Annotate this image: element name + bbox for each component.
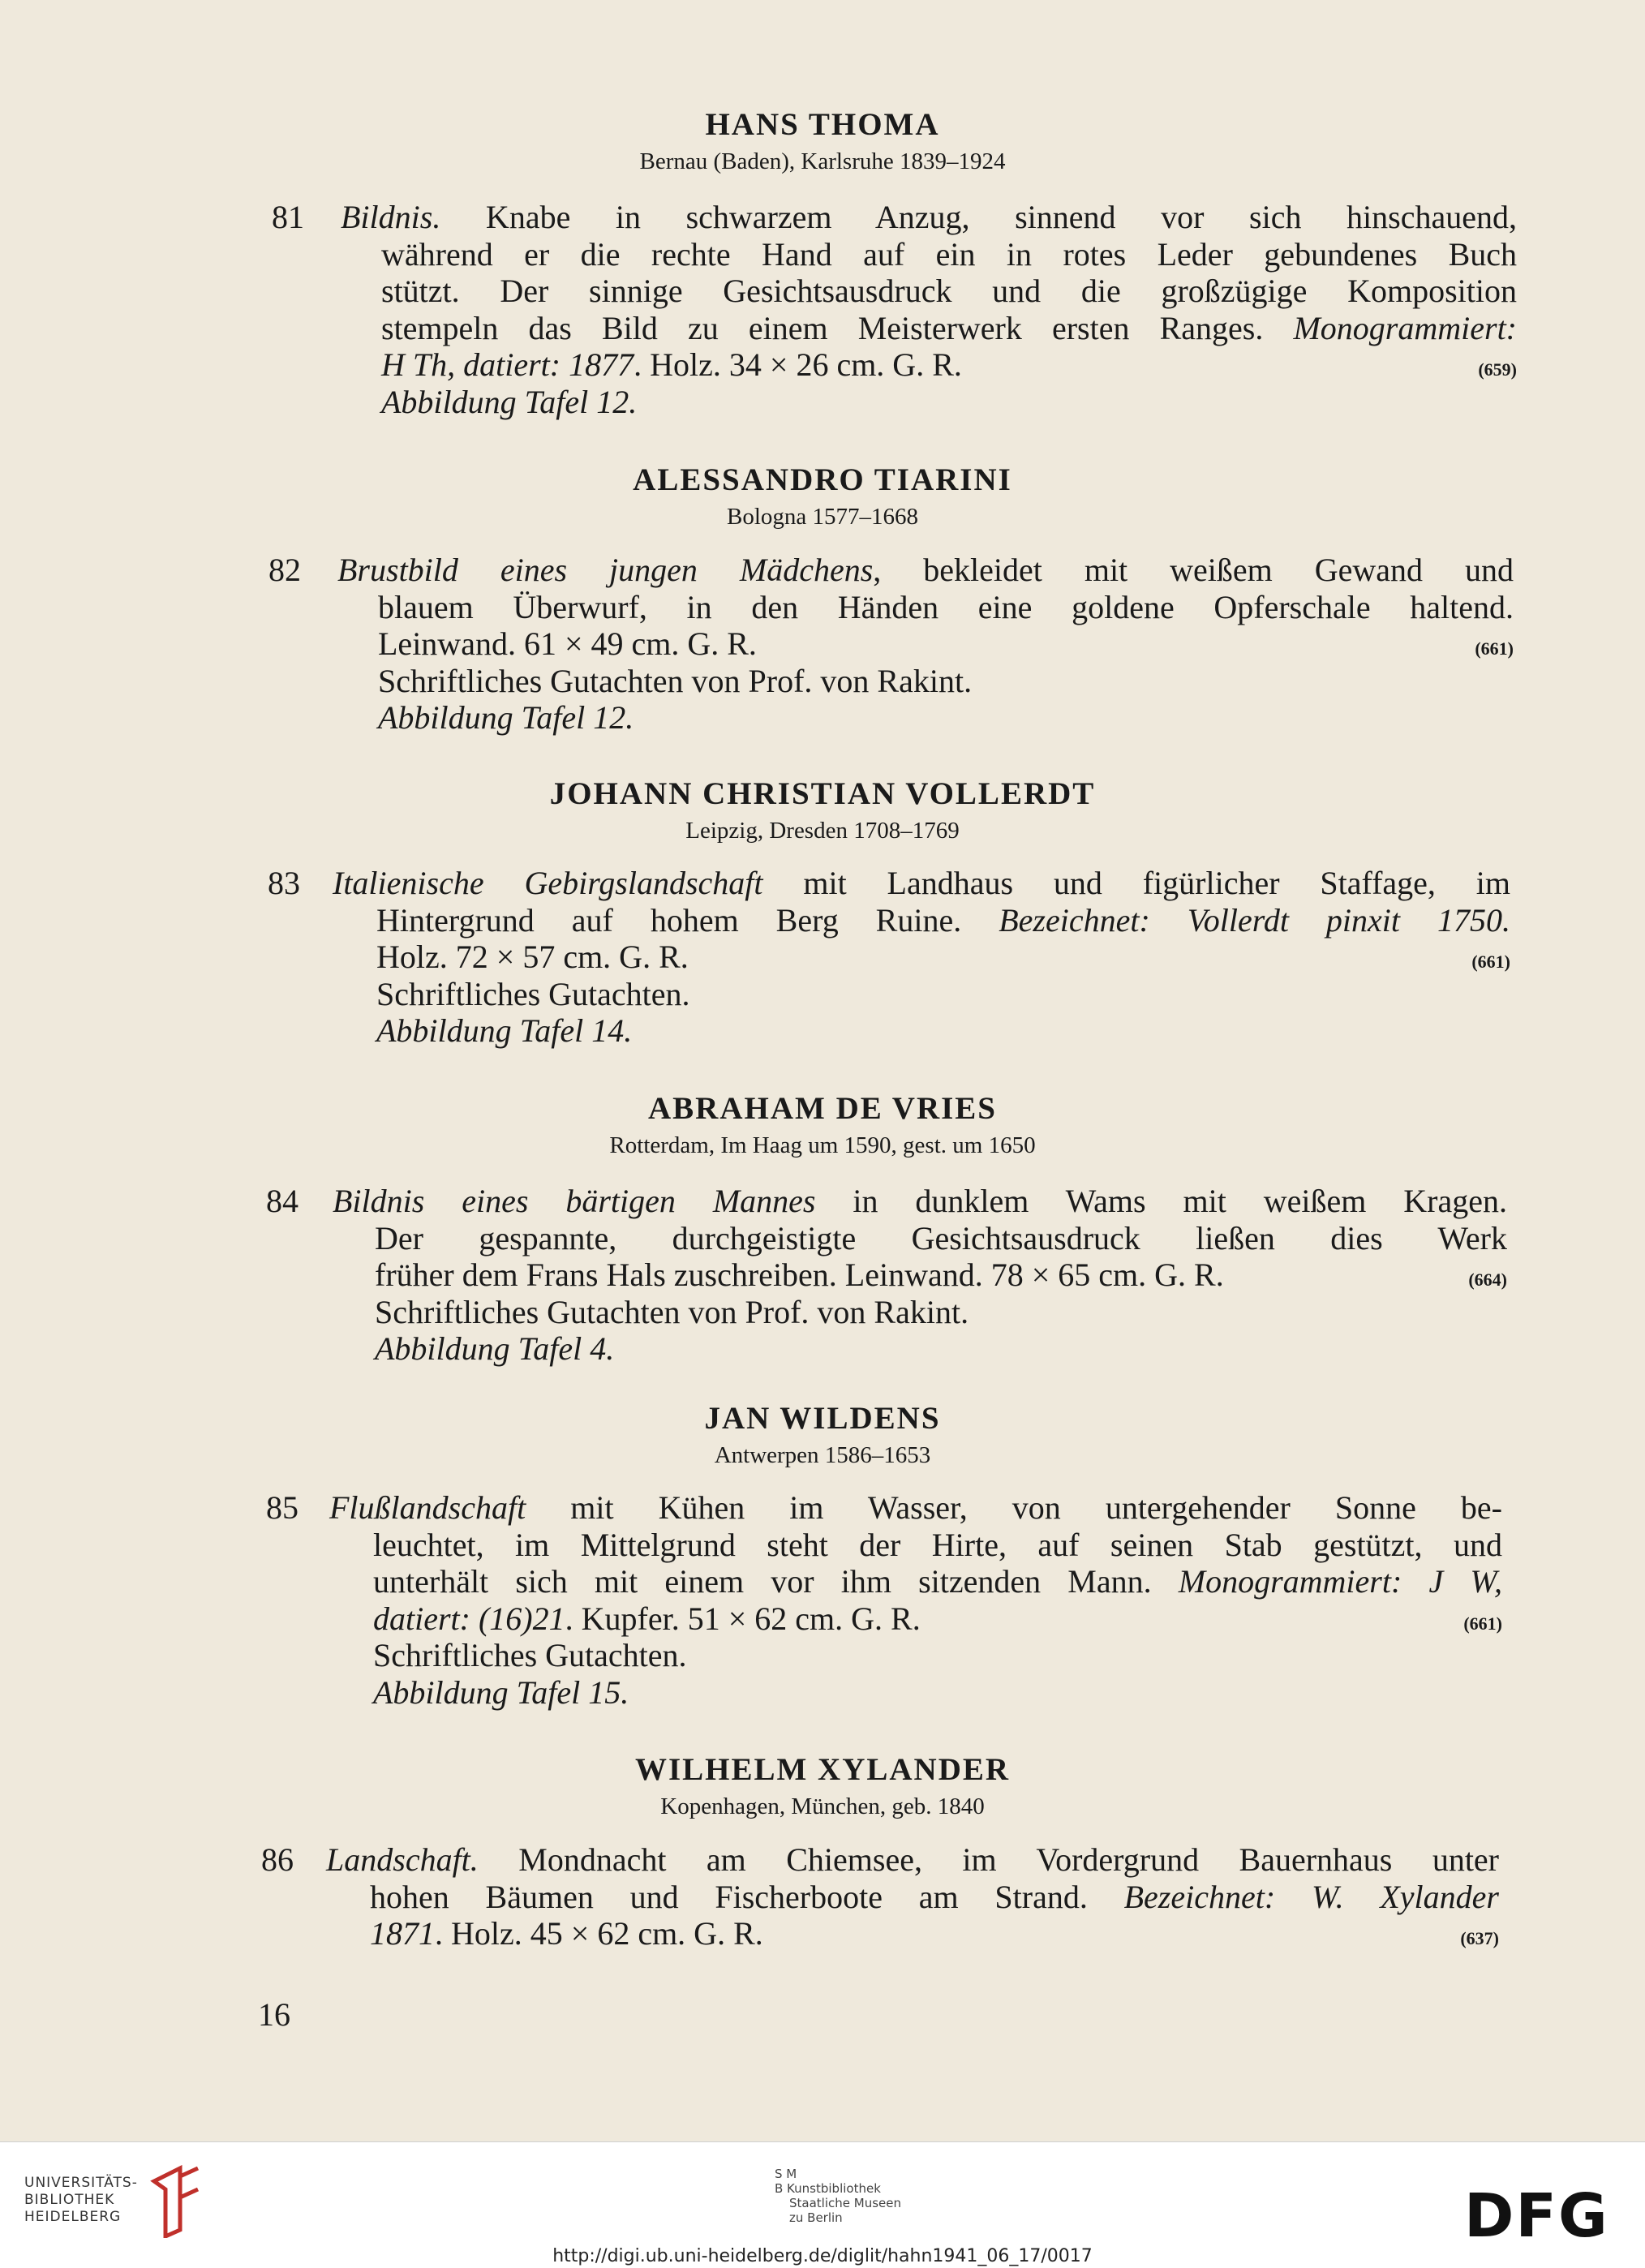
- university-library-label[interactable]: UNIVERSITÄTS- BIBLIOTHEK HEIDELBERG: [24, 2175, 138, 2225]
- entry-number: 82: [268, 552, 301, 588]
- artist-place: Bologna 1577–1668: [726, 504, 919, 530]
- artist-heading: [0, 1089, 1645, 1161]
- entry-number: 84: [266, 1183, 299, 1219]
- entry-title: Bildnis.: [341, 199, 441, 235]
- permalink-url[interactable]: http://digi.ub.uni-heidelberg.de/diglit/hahn1941_06_17/0017: [552, 2246, 1093, 2266]
- reference-number: (661): [1471, 951, 1510, 973]
- artist-place: Kopenhagen, München, geb. 1840: [660, 1793, 985, 1819]
- artist-name: JAN WILDENS: [704, 1401, 941, 1436]
- catalog-entry-85: 85 Flußlandschaft mit Kühen im Wasser, von untergehender Sonne be- leuchtet, im Mittelgrund steht der Hirte, auf seinen Stab gestützt, und unterhält sich mit einem vor ihm sitzenden Mann. Monogrammiert: J W, datiert: (16)21. Kupfer. 51 × 62 cm. G. R. (661) Schriftliches Gutachten. Abbildung Tafel 15.: [266, 1489, 1502, 1711]
- entry-number: 86: [261, 1841, 294, 1878]
- artist-heading: [0, 105, 1645, 177]
- reference-number: (637): [1460, 1928, 1499, 1949]
- illustration-reference: Abbildung Tafel 12.: [378, 699, 634, 737]
- entry-title: Bildnis eines bärtigen Mannes: [333, 1183, 816, 1219]
- entry-title: Flußlandschaft: [329, 1489, 526, 1526]
- reference-number: (664): [1468, 1269, 1507, 1291]
- illustration-reference: Abbildung Tafel 14.: [376, 1012, 633, 1050]
- smb-kunstbibliothek-label[interactable]: S M B Kunstbibliothek Staatliche Museen zu Berlin: [775, 2167, 901, 2225]
- entry-title: Brustbild eines jungen Mädchens: [337, 552, 874, 588]
- artist-name: WILHELM XYLANDER: [634, 1752, 1011, 1787]
- artist-place: Antwerpen 1586–1653: [714, 1442, 931, 1468]
- artist-name: HANS THOMA: [705, 107, 940, 142]
- catalog-entry-83: 83 Italienische Gebirgslandschaft mit Landhaus und figürlicher Staffage, im Hintergrund auf hohem Berg Ruine. Bezeichnet: Vollerdt pinxit 1750. Holz. 72 × 57 cm. G. R. (661) Schriftliches Gutachten. Abbildung Tafel 14.: [268, 865, 1510, 1050]
- reference-number: (661): [1475, 638, 1514, 659]
- entry-title: Italienische Gebirgslandschaft: [333, 865, 763, 901]
- catalog-entry-81: 81 Bildnis. Knabe in schwarzem Anzug, sinnend vor sich hinschauend, während er die rechte Hand auf ein in rotes Leder gebundenes Buch stützt. Der sinnige Gesichtsausdruck und die großzügige Komposition stempeln das Bild zu einem Meisterwerk ersten Ranges. Monogrammiert: H Th, datiert: 1877. Holz. 34 × 26 cm. G. R. (659) Abbildung Tafel 12.: [272, 199, 1517, 420]
- reference-number: (661): [1463, 1613, 1502, 1634]
- artist-heading: [0, 775, 1645, 846]
- artist-heading: [0, 461, 1645, 532]
- artist-place: Rotterdam, Im Haag um 1590, gest. um 1650: [609, 1132, 1036, 1158]
- entry-text-line: während er die rechte Hand auf ein in rotes Leder gebundenes Buch: [381, 235, 1517, 273]
- entry-number: 81: [272, 199, 304, 235]
- artist-name: JOHANN CHRISTIAN VOLLERDT: [549, 776, 1096, 811]
- entry-text-line: Schriftliches Gutachten.: [373, 1637, 687, 1674]
- artist-name: ABRAHAM DE VRIES: [648, 1091, 997, 1126]
- university-logo-icon[interactable]: [148, 2165, 204, 2238]
- entry-text-line: Schriftliches Gutachten.: [376, 975, 690, 1012]
- illustration-reference: Abbildung Tafel 4.: [375, 1330, 615, 1368]
- entry-title: Landschaft.: [326, 1841, 479, 1878]
- digitization-footer: [0, 2141, 1645, 2268]
- entry-text-line: blauem Überwurf, in den Händen eine goldene Opferschale haltend.: [378, 588, 1514, 625]
- illustration-reference: Abbildung Tafel 15.: [373, 1673, 629, 1711]
- catalog-entry-84: 84 Bildnis eines bärtigen Mannes in dunklem Wams mit weißem Kragen. Der gespannte, durchgeistigte Gesichtsausdruck ließen dies Werk früher dem Frans Hals zuschreiben. Leinwand. 78 × 65 cm. G. R. (664) Schriftliches Gutachten von Prof. von Rakint. Abbildung Tafel 4.: [266, 1183, 1507, 1368]
- entry-number: 85: [266, 1489, 299, 1526]
- artist-place: Leipzig, Dresden 1708–1769: [685, 818, 960, 844]
- catalog-entry-86: 86 Landschaft. Mondnacht am Chiemsee, im Vordergrund Bauernhaus unter hohen Bäumen und Fischerboote am Strand. Bezeichnet: W. Xylander 1871. Holz. 45 × 62 cm. G. R. (637): [370, 1841, 1499, 1952]
- artist-heading: [0, 1399, 1645, 1471]
- artist-name: ALESSANDRO TIARINI: [633, 462, 1012, 497]
- entry-text-line: leuchtet, im Mittelgrund steht der Hirte, auf seinen Stab gestützt, und: [373, 1526, 1502, 1563]
- dfg-logo[interactable]: DFG: [1464, 2181, 1609, 2251]
- reference-number: (659): [1478, 359, 1517, 380]
- entry-text-line: Schriftliches Gutachten von Prof. von Rakint.: [375, 1293, 969, 1330]
- entry-text-line: stützt. Der sinnige Gesichtsausdruck und die großzügige Komposition: [381, 273, 1517, 310]
- page-number: 16: [258, 1996, 290, 2033]
- entry-text-line: Der gespannte, durchgeistigte Gesichtsausdruck ließen dies Werk: [375, 1219, 1507, 1256]
- artist-heading: [0, 1750, 1645, 1822]
- illustration-reference: Abbildung Tafel 12.: [381, 383, 638, 420]
- artist-place: Bernau (Baden), Karlsruhe 1839–1924: [639, 148, 1006, 174]
- entry-number: 83: [268, 865, 300, 901]
- entry-text-line: Schriftliches Gutachten von Prof. von Rakint.: [378, 662, 973, 699]
- catalog-entry-82: 82 Brustbild eines jungen Mädchens, bekleidet mit weißem Gewand und blauem Überwurf, in den Händen eine goldene Opferschale haltend. Leinwand. 61 × 49 cm. G. R. (661) Schriftliches Gutachten von Prof. von Rakint. Abbildung Tafel 12.: [268, 552, 1514, 737]
